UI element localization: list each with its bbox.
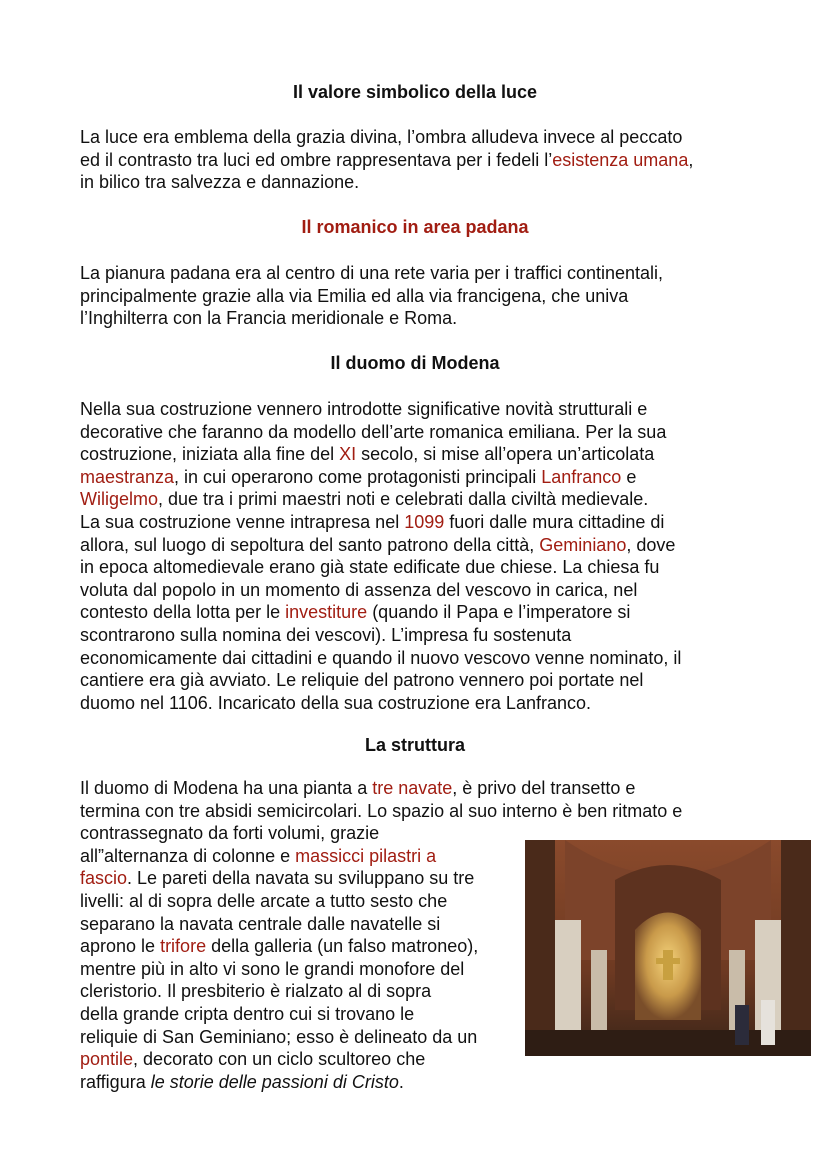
text-segment: livelli: al di sopra delle arcate a tutto sesto che [80, 891, 448, 911]
text-line [80, 511, 664, 534]
text-line [80, 624, 571, 647]
text-line [80, 980, 431, 1003]
text-segment: contrassegnato da forti volumi, grazie [80, 823, 380, 844]
highlighted-term: Geminiano [539, 534, 627, 555]
highlighted-term: tre navate [372, 778, 453, 798]
highlighted-term: 1099 [404, 512, 445, 532]
text-segment: , due tra i primi maestri noti e celebrati dalla civiltà medievale. [158, 489, 649, 510]
text-segment: . Le pareti della navata su sviluppano su tre [127, 868, 475, 889]
text-segment: della galleria (un falso matroneo), [206, 936, 479, 957]
highlighted-term: Wiligelmo [80, 489, 159, 510]
text-line [80, 285, 628, 308]
text-segment: e [621, 466, 637, 487]
text-line [80, 1026, 477, 1049]
text-line [80, 669, 643, 692]
text-line [80, 488, 648, 511]
heading-struttura: La struttura [364, 735, 465, 755]
text-line [80, 777, 635, 800]
text-line [80, 890, 447, 913]
text-line [80, 867, 474, 890]
heading-luce: Il valore simbolico della luce [292, 82, 538, 102]
cathedral-interior-photo-icon [525, 840, 811, 1056]
text-line [80, 913, 440, 936]
text-segment: La sua costruzione venne intrapresa nel [80, 512, 405, 532]
text-segment: Nella sua costruzione vennero introdotte significative novità strutturali e [80, 399, 648, 419]
text-segment: ed il contrasto tra luci ed ombre rappresentava per i fedeli l’ [80, 149, 553, 170]
text-segment: duomo nel 1106. Incaricato della sua costruzione era Lanfranco. [80, 692, 591, 713]
highlighted-term: maestranza [80, 466, 175, 487]
text-segment: mentre più in alto vi sono le grandi monofore del [80, 958, 465, 979]
text-segment: secolo, si mise all’opera un’articolata [356, 444, 655, 465]
highlighted-term: esistenza umana [552, 149, 689, 170]
text-line [80, 647, 681, 670]
text-line [80, 935, 478, 958]
highlighted-term: fascio [80, 868, 128, 889]
text-segment: voluta dal popolo in un momento di assenza del vescovo in carica, nel [80, 579, 638, 600]
text-segment: reliquie di San Geminiano; esso è delineato da un [80, 1026, 478, 1047]
heading-romanico: Il romanico in area padana [301, 217, 529, 237]
text-segment: in epoca altomedievale erano già state edificate due chiese. La chiesa fu [80, 557, 660, 578]
text-segment: aprono le [80, 936, 161, 957]
text-line [80, 443, 654, 466]
text-segment: costruzione, iniziata alla fine del [80, 444, 340, 465]
text-segment: . [398, 1071, 404, 1092]
highlighted-term: pontile [80, 1049, 134, 1070]
text-segment: , [688, 149, 694, 170]
text-line [80, 149, 693, 172]
text-segment: Il duomo di Modena ha una pianta a [80, 778, 373, 798]
heading-duomo: Il duomo di Modena [330, 353, 500, 373]
text-line [80, 1048, 425, 1071]
text-segment: decorative che faranno da modello dell’arte romanica emiliana. Per la sua [80, 421, 667, 442]
text-segment: in bilico tra salvezza e dannazione. [80, 172, 360, 193]
text-line [80, 1003, 414, 1026]
text-line [80, 262, 663, 285]
text-line [80, 556, 659, 579]
highlighted-term: massicci pilastri a [295, 845, 437, 866]
text-segment: La luce era emblema della grazia divina, l’ombra alludeva invece al peccato [80, 127, 683, 147]
highlighted-term: Lanfranco [541, 466, 622, 487]
text-segment: termina con tre absidi semicircolari. Lo spazio al suo interno è ben ritmato e [80, 800, 683, 821]
highlighted-term: XI [339, 444, 357, 465]
text-line [80, 822, 379, 845]
text-segment: , dove [626, 534, 676, 555]
text-segment: separano la navata centrale dalle navatelle si [80, 913, 441, 934]
text-line [80, 466, 636, 489]
text-segment: La pianura padana era al centro di una rete varia per i traffici continentali, [80, 263, 664, 283]
text-segment: economicamente dai cittadini e quando il nuovo vescovo venne nominato, il [80, 647, 682, 668]
text-segment: raffigura [80, 1071, 151, 1092]
text-line [80, 601, 630, 624]
text-line [80, 579, 637, 602]
text-line [80, 421, 666, 444]
text-line [80, 307, 457, 330]
text-line [80, 398, 647, 421]
text-segment: , è privo del transetto e [452, 778, 636, 798]
text-line [80, 692, 591, 715]
text-line [80, 534, 675, 557]
text-line [80, 126, 682, 149]
italic-text: le storie delle passioni di Cristo [150, 1071, 399, 1092]
text-segment: l’Inghilterra con la Francia meridionale e Roma. [80, 308, 458, 329]
text-segment: contesto della lotta per le [80, 602, 286, 623]
text-line [80, 1071, 404, 1094]
text-segment: principalmente grazie alla via Emilia ed alla via francigena, che univa [80, 285, 629, 306]
text-segment: cleristorio. Il presbiterio è rialzato al di sopra [80, 981, 432, 1002]
text-segment: , in cui operarono come protagonisti principali [174, 466, 542, 487]
text-line [80, 958, 464, 981]
text-segment: , decorato con un ciclo scultoreo che [133, 1049, 426, 1070]
text-segment: fuori dalle mura cittadine di [444, 512, 665, 532]
text-line [80, 171, 359, 194]
text-line [80, 845, 436, 868]
text-segment: (quando il Papa e l’imperatore si [367, 602, 631, 623]
text-line [80, 800, 682, 823]
text-segment: all”alternanza di colonne e [80, 845, 296, 866]
text-segment: scontrarono sulla nomina dei vescovi). L’impresa fu sostenuta [80, 625, 572, 645]
text-segment: cantiere era già avviato. Le reliquie del patrono vennero poi portate nel [80, 670, 644, 691]
highlighted-term: trifore [160, 936, 207, 957]
text-segment: della grande cripta dentro cui si trovano le [80, 1004, 415, 1024]
text-segment: allora, sul luogo di sepoltura del santo patrono della città, [80, 534, 540, 555]
highlighted-term: investiture [285, 602, 368, 623]
